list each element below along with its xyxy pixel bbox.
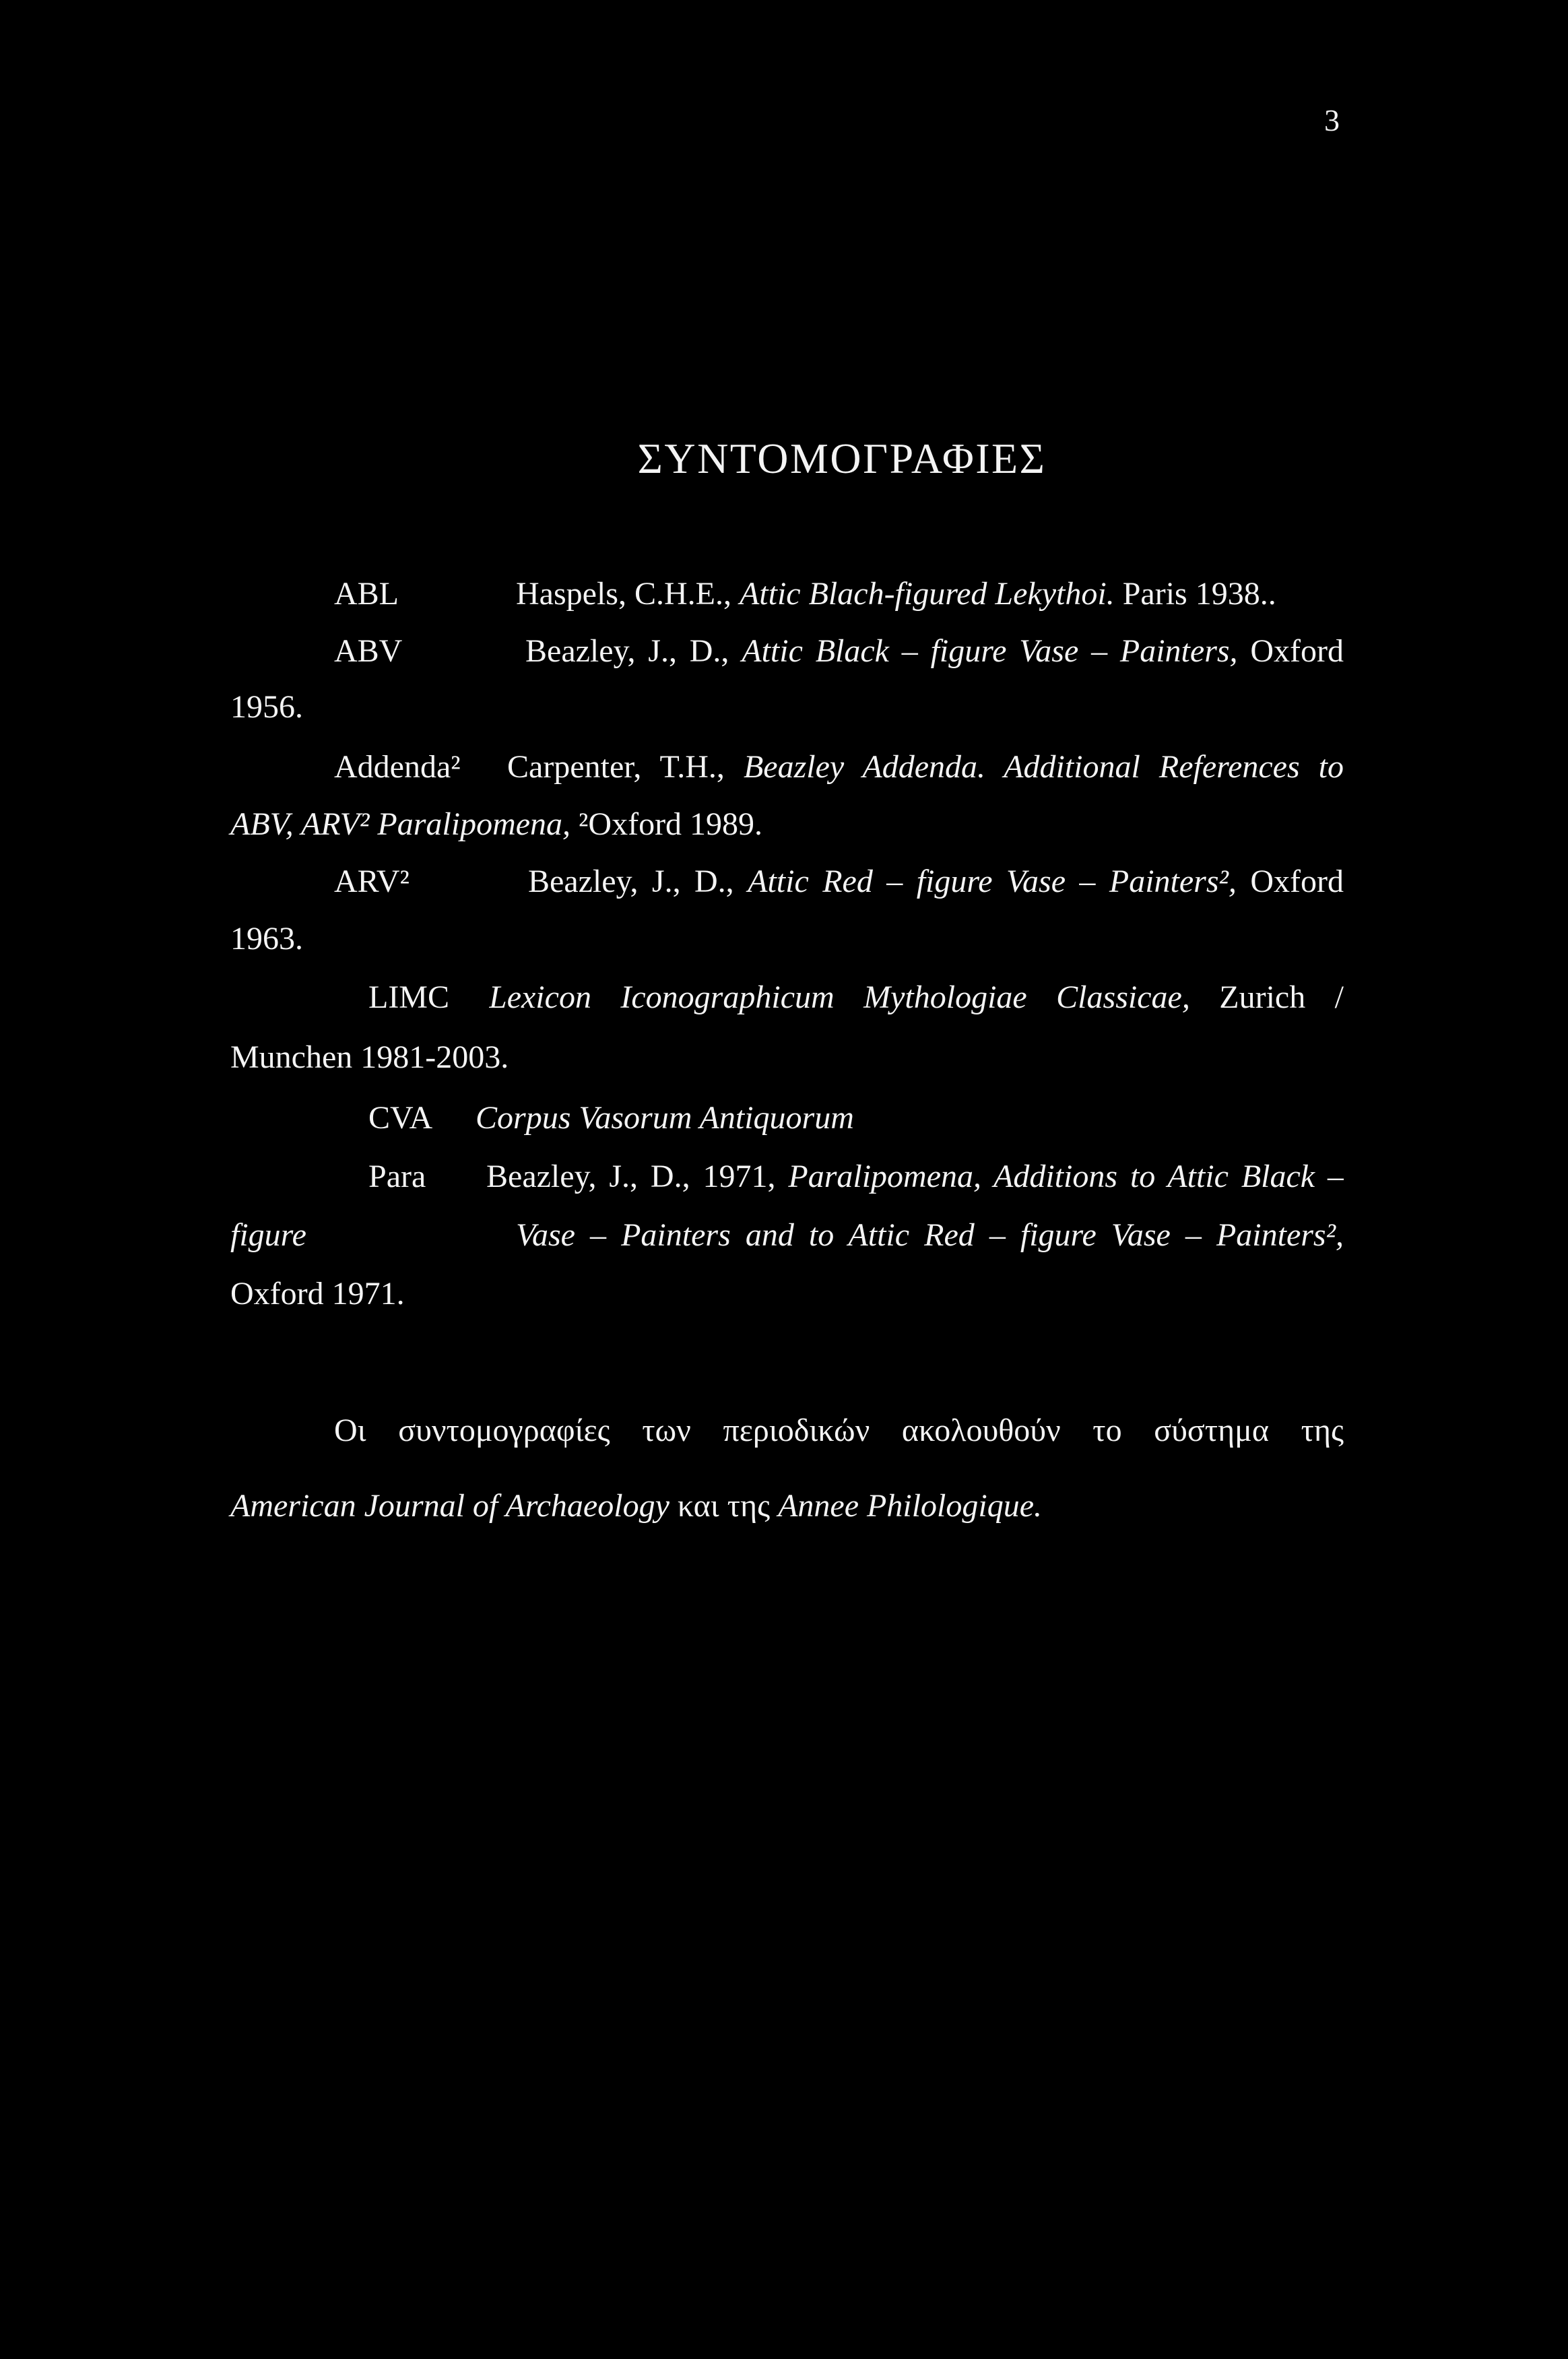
reference-details: Paris 1938.. <box>1114 576 1276 612</box>
journal-name: American Journal of Archaeology <box>230 1488 669 1524</box>
abbreviation-label: ABV <box>334 633 403 669</box>
note-line: Οι συντομογραφίες των περιοδικών ακολουθούν το σύστημα της <box>334 1413 1344 1448</box>
page-number: 3 <box>1324 103 1340 137</box>
abbreviation-label: LIMC <box>368 979 449 1015</box>
abbreviation-reference <box>528 863 1344 901</box>
reference-title: Paralipomena, Additions to Attic Black – <box>788 1159 1344 1194</box>
reference-title: Attic Red – figure Vase – Painters², <box>748 864 1237 899</box>
abbreviation-reference <box>525 633 1344 670</box>
journal-name: Annee Philologique. <box>778 1488 1043 1524</box>
abbreviation-label: Para <box>368 1159 426 1194</box>
page-title: ΣΥΝΤΟΜΟΓΡΑΦΙΕΣ <box>637 434 1047 482</box>
abbreviation-label: Addenda² <box>334 749 461 785</box>
abbreviation-label: ARV² <box>334 864 410 899</box>
reference-details: Oxford <box>1237 633 1344 669</box>
reference-title: Beazley Addenda. Additional References to <box>743 749 1344 785</box>
abbreviation-label: ABL <box>334 576 399 612</box>
reference-details: Zurich / <box>1189 979 1344 1015</box>
reference-title: Corpus Vasorum Antiquorum <box>476 1100 854 1136</box>
reference-title: Attic Black – figure Vase – Painters, <box>742 633 1238 669</box>
reference-continuation: 1956. <box>230 689 303 725</box>
reference-author: Beazley, J., D., <box>528 864 748 899</box>
reference-author: Carpenter, T.H., <box>507 749 744 785</box>
note-line <box>230 1487 1042 1525</box>
abbreviation-reference <box>476 1099 854 1137</box>
abbreviation-reference <box>486 1158 1344 1196</box>
reference-title: Attic Blach-figured Lekythoi. <box>739 576 1115 612</box>
abbreviation-reference <box>489 979 1344 1016</box>
reference-author: Beazley, J., D., <box>525 633 742 669</box>
reference-continuation: 1963. <box>230 921 303 957</box>
reference-author: Haspels, C.H.E., <box>516 576 740 612</box>
abbreviation-label: CVA <box>368 1100 433 1136</box>
reference-title: Lexicon Iconographicum Mythologiae Classicae, <box>489 979 1190 1015</box>
reference-details: Oxford <box>1236 864 1344 899</box>
reference-continuation: Oxford 1971. <box>230 1276 405 1312</box>
reference-author: Beazley, J., D., 1971, <box>486 1159 789 1194</box>
reference-details: ²Oxford 1989. <box>579 806 763 842</box>
abbreviation-reference <box>516 575 1276 613</box>
note-conjunction: και της <box>669 1488 779 1524</box>
reference-continuation <box>230 806 762 843</box>
reference-continuation: Munchen 1981-2003. <box>230 1039 509 1075</box>
abbreviation-reference <box>507 748 1344 786</box>
reference-title: ABV, ARV² Paralipomena, <box>230 806 579 842</box>
reference-continuation: Vase – Painters and to Attic Red – figure Vase – Painters², <box>516 1217 1344 1253</box>
reference-continuation-lead: figure <box>230 1217 306 1253</box>
